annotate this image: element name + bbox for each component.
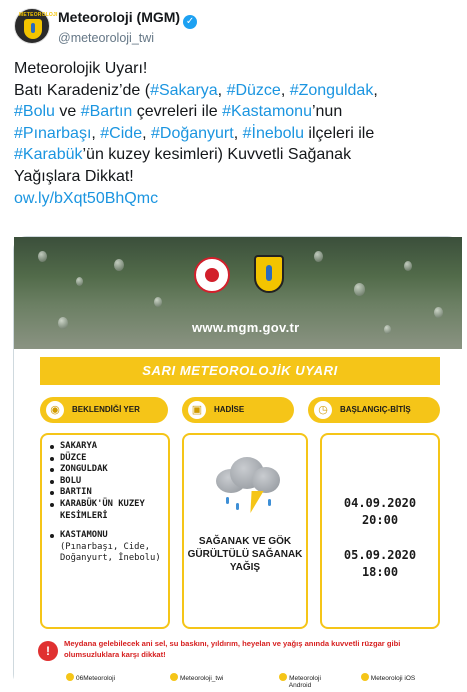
raindrop bbox=[38, 251, 47, 262]
place-item: ZONGULDAK bbox=[50, 464, 168, 476]
tweet-text-fragment: çevreleri ile bbox=[132, 103, 223, 121]
raindrop bbox=[154, 297, 162, 307]
start-date: 04.09.2020 bbox=[343, 496, 417, 510]
tweet-text-fragment: , bbox=[142, 124, 151, 142]
weather-tv-icon: ▣ bbox=[186, 399, 208, 421]
social-android bbox=[272, 673, 328, 689]
social-footer bbox=[14, 671, 462, 689]
mgm-shield-icon bbox=[24, 19, 42, 39]
warning-icon: ! bbox=[38, 641, 58, 661]
hashtag-inebolu[interactable]: #İnebolu bbox=[242, 124, 304, 142]
social-facebook bbox=[66, 673, 115, 682]
avatar[interactable] bbox=[14, 8, 58, 44]
raindrop bbox=[434, 307, 443, 318]
place-kastamonu-districts: (Pınarbaşı, Cide, Doğanyurt, İnebolu) bbox=[60, 541, 161, 564]
place-item: DÜZCE bbox=[50, 453, 168, 465]
place-kastamonu: KASTAMONU bbox=[60, 530, 108, 541]
time-header-label: BAŞLANGIÇ-BİTİŞ bbox=[340, 405, 411, 414]
tweet-text-fragment: ’nun bbox=[311, 103, 343, 121]
tweet-text bbox=[14, 58, 454, 209]
place-item-kastamonu bbox=[50, 530, 168, 565]
raindrop bbox=[76, 277, 83, 286]
tweet-text-fragment: Batı Karadeniz’de ( bbox=[14, 81, 151, 99]
author-block bbox=[58, 9, 197, 45]
rain-drop-icon bbox=[236, 503, 239, 510]
places-header-label: BEKLENDİĞİ YER bbox=[72, 405, 140, 414]
mgm-logo-icon bbox=[254, 255, 284, 293]
warning-infographic bbox=[14, 349, 462, 689]
raindrop bbox=[314, 251, 323, 262]
end-pair bbox=[322, 547, 438, 581]
event-header-label: HADİSE bbox=[214, 405, 245, 414]
end-time: 18:00 bbox=[361, 565, 399, 579]
tweet-text-fragment: , bbox=[373, 81, 378, 99]
author-name[interactable]: Meteoroloji (MGM) bbox=[58, 9, 181, 25]
warning-banner bbox=[40, 357, 440, 385]
tweet-text-fragment: , bbox=[91, 124, 101, 142]
raindrop bbox=[58, 317, 68, 329]
social-twitter bbox=[170, 673, 223, 682]
social-ios bbox=[360, 673, 416, 682]
facebook-icon bbox=[66, 673, 74, 681]
place-item: SAKARYA bbox=[50, 441, 168, 453]
banner-title: SARI METEOROLOJİK UYARI bbox=[142, 363, 338, 378]
social-label: Meteoroloji Android bbox=[288, 675, 321, 689]
hashtag-zonguldak[interactable]: #Zonguldak bbox=[289, 81, 374, 99]
ministry-logo-icon bbox=[194, 257, 230, 293]
tweet-text-fragment: ’ün kuzey kesimleri) Kuvvetli Sağanak bbox=[82, 146, 352, 164]
verified-badge-icon: ✓ bbox=[183, 15, 197, 29]
dates bbox=[322, 495, 438, 581]
time-box bbox=[320, 433, 440, 629]
tweet-text-fragment: ilçeleri ile bbox=[303, 124, 375, 142]
social-label: 06Meteoroloji bbox=[76, 675, 116, 682]
hashtag-kastamonu[interactable]: #Kastamonu bbox=[222, 103, 312, 121]
hashtag-duzce[interactable]: #Düzce bbox=[226, 81, 281, 99]
author-handle[interactable]: @meteoroloji_twi bbox=[58, 31, 155, 45]
photo-url: www.mgm.gov.tr bbox=[192, 320, 300, 335]
cloud-puff bbox=[252, 467, 280, 493]
raindrop bbox=[354, 283, 365, 296]
tweet-text-line: Yağışlara Dikkat! bbox=[14, 167, 134, 185]
raindrop bbox=[404, 261, 412, 271]
tweet-text-fragment: , bbox=[217, 81, 227, 99]
hashtag-bolu[interactable]: #Bolu bbox=[14, 103, 55, 121]
places-list bbox=[42, 435, 168, 565]
start-pair bbox=[322, 495, 438, 529]
tweet-text-fragment: ve bbox=[54, 103, 81, 121]
end-date: 05.09.2020 bbox=[343, 548, 417, 562]
apple-icon bbox=[361, 673, 369, 681]
rain-drop-icon bbox=[268, 499, 271, 506]
media-card[interactable] bbox=[13, 236, 461, 688]
time-header bbox=[308, 397, 440, 423]
place-item: KARABÜK'ÜN KUZEY KESİMLERİ bbox=[50, 499, 168, 522]
hashtag-karabuk[interactable]: #Karabük bbox=[14, 146, 83, 164]
hashtag-doganyurt[interactable]: #Doğanyurt bbox=[150, 124, 234, 142]
event-text: SAĞANAK VE GÖK GÜRÜLTÜLÜ SAĞANAK YAĞIŞ bbox=[187, 536, 303, 573]
hashtag-cide[interactable]: #Cide bbox=[100, 124, 143, 142]
places-header bbox=[40, 397, 168, 423]
hashtag-pinarbasi[interactable]: #Pınarbaşı bbox=[14, 124, 92, 142]
event-box bbox=[182, 433, 308, 629]
lightning-icon bbox=[244, 491, 263, 513]
avatar-text: METEOROLOJI bbox=[19, 12, 58, 18]
tweet-link[interactable]: ow.ly/bXqt50BhQmc bbox=[14, 189, 159, 207]
location-pin-icon: ◉ bbox=[44, 399, 66, 421]
warning-note bbox=[38, 639, 440, 665]
tweet-text-line: Meteorolojik Uyarı! bbox=[14, 60, 148, 77]
android-icon bbox=[279, 673, 287, 681]
event-header bbox=[182, 397, 294, 423]
raindrop bbox=[114, 259, 124, 271]
raindrop bbox=[384, 325, 391, 334]
tweet-text-fragment: , bbox=[233, 124, 243, 142]
hashtag-bartin[interactable]: #Bartın bbox=[80, 103, 133, 121]
social-label: Meteoroloji iOS bbox=[370, 675, 416, 682]
place-item: BOLU bbox=[50, 476, 168, 488]
hashtag-sakarya[interactable]: #Sakarya bbox=[150, 81, 218, 99]
twitter-icon bbox=[170, 673, 178, 681]
place-item: BARTIN bbox=[50, 487, 168, 499]
clock-icon: ◷ bbox=[312, 399, 334, 421]
warning-text: Meydana gelebilecek ani sel, su baskını, yıldırım, heyelan ve yağış anında kuvvetli rüzgar gibi olumsuzluklara karşı dikkat! bbox=[64, 639, 401, 659]
tweet-text-fragment: , bbox=[280, 81, 290, 99]
rain-drop-icon bbox=[226, 497, 229, 504]
social-label: Meteoroloji_twi bbox=[180, 675, 224, 682]
start-time: 20:00 bbox=[361, 513, 399, 527]
places-box bbox=[40, 433, 170, 629]
storm-cloud-icon bbox=[212, 455, 282, 515]
tweet-header bbox=[14, 8, 454, 48]
rain-photo bbox=[14, 237, 462, 349]
